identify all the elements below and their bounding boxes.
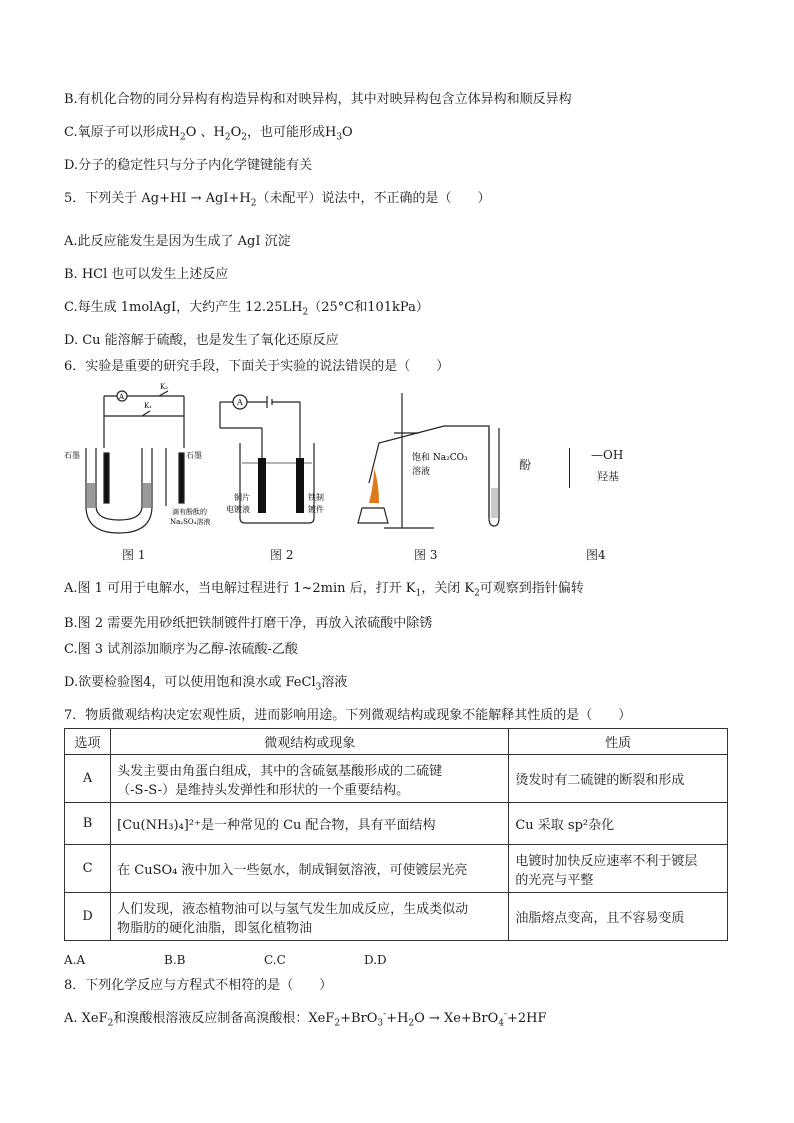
fig2-right-label-2: 镀件 [308,505,324,514]
figure-4-phenol [519,448,639,498]
q6-option-d: D.欲要检验图4，可以使用饱和溴水或 FeCl$_3$溶液 [64,675,348,693]
q6-option-c: C.图 3 试剂添加顺序为乙醇-浓硫酸-乙酸 [64,642,298,657]
figure-2-caption: 图 2 [270,548,294,562]
table-row [65,845,728,893]
q5-option-b: B. HCl 也可以发生上述反应 [64,267,229,282]
fig1-solution-label-2: Na₂SO₄溶液 [170,518,211,526]
table-cell-micro: [Cu(NH₃)₄]²⁺是一种常见的 Cu 配合物，具有平面结构 [111,803,509,845]
q7-choices [64,953,464,967]
fig4-oh-label: —OH [591,448,624,462]
fig3-label-1: 饱和 Na₂CO₃ [412,453,468,463]
table-row [65,803,728,845]
fig1-k1-label: K₁ [144,402,153,410]
fig3-label-2: 溶液 [412,467,431,477]
fig2-right-label-1: 铁制 [308,493,324,502]
choice-b: B.B [164,953,186,967]
table-row [65,893,728,941]
table-row [65,755,728,803]
table-cell-option: A [65,755,111,803]
table-header: 选项 [65,729,111,755]
table-cell-micro: 人们发现，液态植物油可以与氢气发生加成反应，生成类似动 物脂肪的硬化油脂，即氢化植物油 [111,893,509,941]
table-cell-option: D [65,893,111,941]
figure-2-electroplating [212,388,342,538]
table-cell-option: C [65,845,111,893]
fig4-hydroxyl-label: 羟基 [597,470,619,483]
table-header-row [65,729,728,755]
figure-3-caption: 图 3 [414,548,438,562]
fig2-ammeter-label: A [237,398,243,407]
choice-c: C.C [264,953,286,967]
option-b-isomer: B.有机化合物的同分异构有构造异构和对映异构，其中对映异构包含立体异构和顺反异构 [64,92,572,107]
fig1-left-electrode-label: 石墨 [64,451,80,460]
choice-a: A.A [64,953,86,967]
table-cell-property: 烫发时有二硫键的断裂和形成 [509,755,728,803]
option-d-stability: D.分子的稳定性只与分子内化学键键能有关 [64,158,313,173]
q5-option-d: D. Cu 能溶解于硫酸，也是发生了氧化还原反应 [64,333,339,348]
table-cell-micro: 头发主要由角蛋白组成，其中的含硫氨基酸形成的二硫键 （-S-S-）是维持头发弹性和形状的一个重要结构。 [111,755,509,803]
table-cell-property: Cu 采取 sp²杂化 [509,803,728,845]
fig1-right-electrode-label: 石墨 [186,451,202,460]
fig2-left-label-2: 电镀液 [226,505,250,514]
table-cell-option: B [65,803,111,845]
table-header: 性质 [509,729,728,755]
figure-1-caption: 图 1 [122,548,146,562]
question-7: 7．物质微观结构决定宏观性质，进而影响用途。下列微观结构或现象不能解释其性质的是（ ） [64,708,632,723]
table-header: 微观结构或现象 [111,729,509,755]
question-5: 5．下列关于 $Ag+HI \to AgI+H_2$（未配平）说法中，不正确的是（ ） [64,191,491,209]
q5-option-c: C.每生成 1molAgI，大约产生 $12.25LH_2(25^\circ C$和101kPa） [64,300,429,318]
figure-4-caption: 图4 [586,548,606,562]
fig1-k2-label: K₂ [160,383,169,391]
table-cell-property: 油脂熔点变高，且不容易变质 [509,893,728,941]
figure-3-esterification [344,388,509,538]
q8-option-a: A. XeF$_2$和溴酸根溶液反应制备高溴酸根：$XeF_2+BrO_3^-+H_2O \to Xe+BrO_4^-+2HF$ [64,1009,547,1029]
q6-option-a: A.图 1 可用于电解水，当电解过程进行 1~2min 后，打开 $K_1$，关闭 $K_2$可观察到指针偏转 [64,581,584,599]
figures-row [64,383,684,568]
q7-table [64,728,728,941]
fig1-ammeter-label: A [119,393,125,401]
q5-option-a: A.此反应能发生是因为生成了 AgI 沉淀 [64,234,291,249]
q6-option-b: B.图 2 需要先用砂纸把铁制镀件打磨干净，再放入浓硫酸中除锈 [64,616,433,631]
fig4-left-label: 酚 [519,458,532,472]
question-8: 8．下列化学反应与方程式不相符的是（ ） [64,978,333,993]
option-c-oxygen: C.氧原子可以形成$H_2O$ 、$H_2O_2$，也可能形成$H_3O$ [64,125,353,143]
fig1-solution-label-1: 滴有酚酞的 [172,508,207,516]
fig4-divider [569,448,570,488]
question-6: 6．实验是重要的研究手段，下面关于实验的说法错误的是（ ） [64,359,450,374]
fig2-left-label-1: 铜片 [234,493,250,502]
choice-d: D.D [364,953,387,967]
figure-1-electrolysis [64,383,214,538]
table-cell-micro: 在 CuSO₄ 液中加入一些氨水，制成铜氨溶液，可使镀层光亮 [111,845,509,893]
table-cell-property: 电镀时加快反应速率不利于镀层 的光亮与平整 [509,845,728,893]
